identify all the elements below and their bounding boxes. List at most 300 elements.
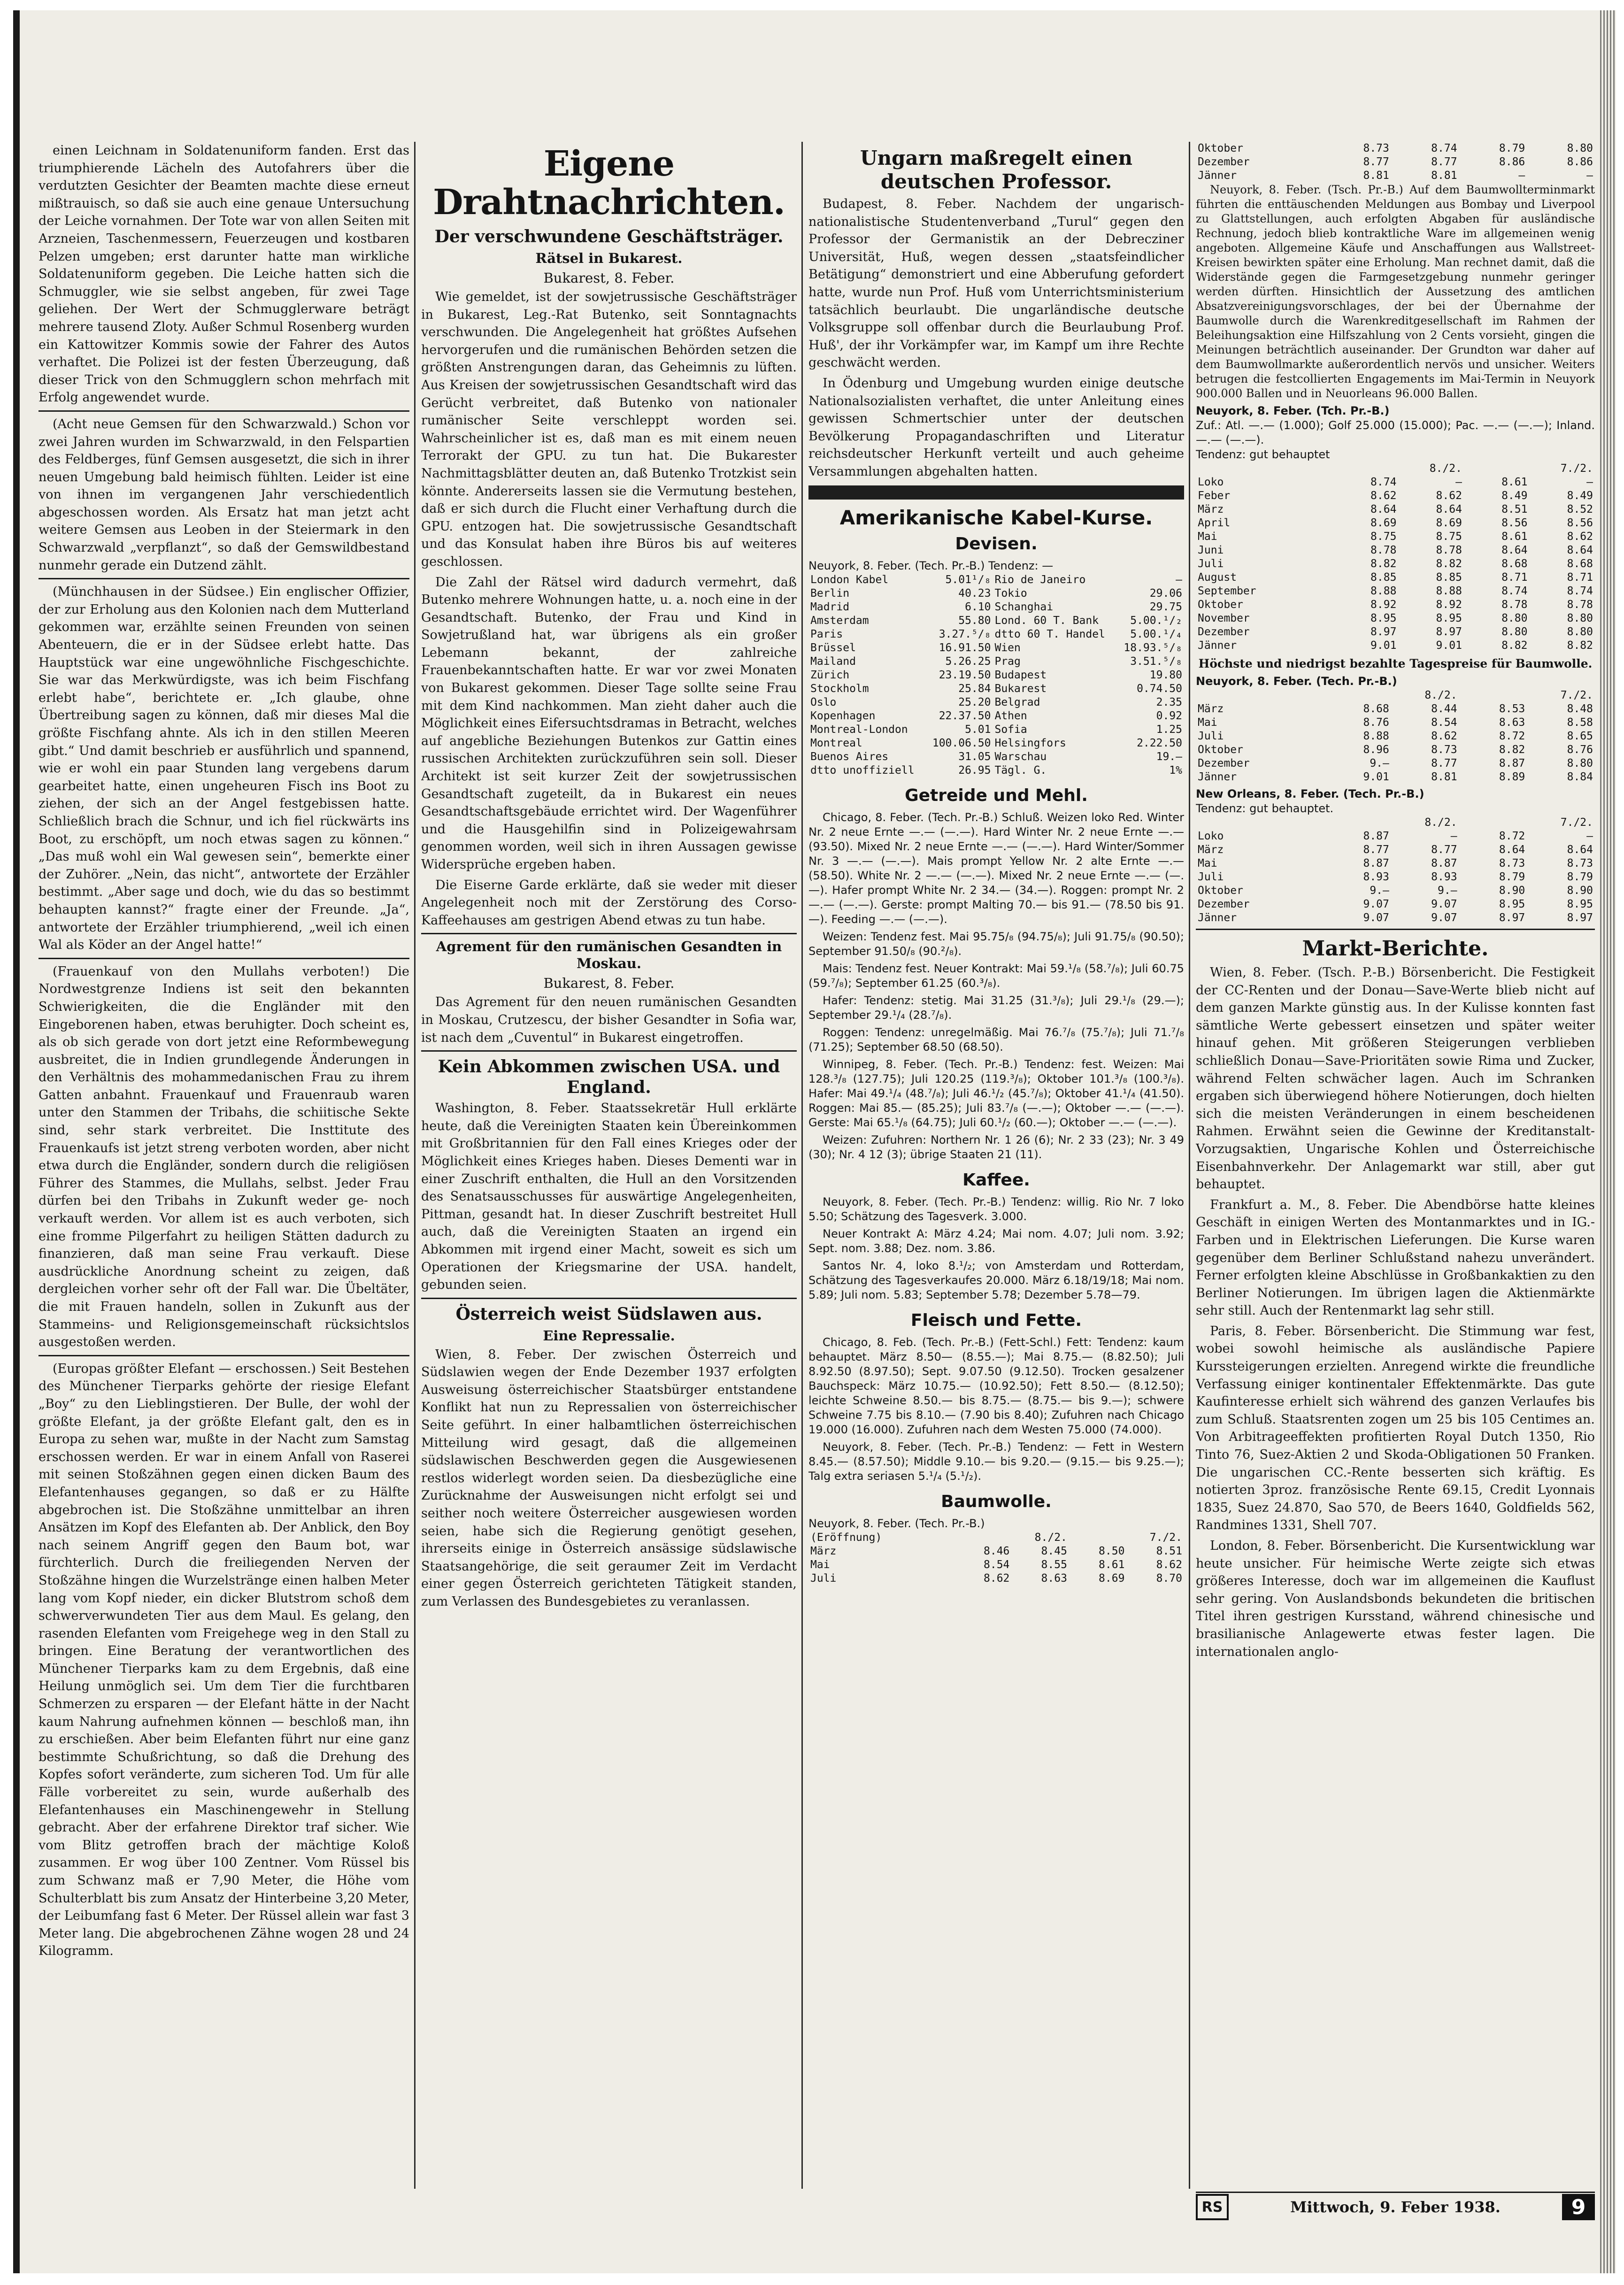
price-cell: 8.65 — [1567, 730, 1593, 742]
price-cell: 8.81 — [1363, 169, 1389, 182]
devisen-row — [808, 600, 1184, 614]
price-cell: 8.64 — [1499, 844, 1525, 856]
price-cell: 31.05 — [958, 750, 991, 763]
price-cell: 8.92 — [1436, 599, 1462, 611]
row-label: Jänner — [1198, 169, 1237, 182]
cotton-row — [1196, 516, 1595, 530]
page-footer — [1196, 2192, 1595, 2221]
baumwolle-header: Neuyork, 8. Feber. (Tech. Pr.-B.) — [808, 1516, 985, 1530]
article-paragraph: In Ödenburg und Umgebung wurden einige deutsche Nationalsozialisten verhaftet, die unter Anleitung eines gewissen Schmertschier unter der deutschen Bevölkerung Propagandaschriften und Literatur reichsdeutscher Herkunft verteilt und auch geheime Versammlungen abgehalten hatten. — [808, 376, 1184, 479]
price-cell: Belgrad — [994, 696, 1040, 708]
price-cell: 8.95 — [1370, 612, 1397, 624]
price-cell: 8.82 — [1499, 744, 1525, 756]
price-cell: 8.48 — [1567, 703, 1593, 715]
price-cell: 8.87 — [1363, 830, 1389, 842]
market-paragraph: Chicago, 8. Feber. (Tech. Pr.-B.) Schluß. Weizen loko Red. Winter Nr. 2 neue Ernte —.— (—.—). Hard Winter Nr. 2 neue Ernte —.— (93.50). Mixed Nr. 2 neue Ernte —.— (—.—). Hard Winter/Sommer Nr. 3 —.— (—.—). Mais prompt Yellow Nr. 2 alte Ernte —.— (58.50). White Nr. 2 —.— (—.—). Mixed Nr. 2 neue Ernte —.— (—.—). Hafer prompt White Nr. 2 34.— (34.—). Roggen: prompt Nr. 2 —.— (—.—). Gerste: prompt Malting 70.— bis 91.— (78.50 bis 91.—). Feeding —.— (—.—). — [808, 810, 1184, 926]
price-cell: Tokio — [994, 587, 1027, 600]
price-cell: Schanghai — [994, 600, 1054, 613]
cotton-continuation-table — [1196, 142, 1595, 183]
page-edge-shadow — [1600, 10, 1616, 2273]
devisen-row — [808, 723, 1184, 737]
row-label: März — [1198, 844, 1224, 856]
date-header: 7./2. — [1560, 689, 1593, 701]
price-cell: 8.58 — [1567, 716, 1593, 729]
price-cell: 22.37.50 — [939, 709, 991, 722]
price-cell: Prag — [994, 655, 1021, 668]
price-cell: 9.— — [1370, 885, 1389, 897]
price-cell: 8.46 — [984, 1545, 1010, 1557]
price-cell: Warschau — [994, 750, 1047, 763]
price-cell: 8.73 — [1499, 857, 1525, 869]
row-label: Oslo — [810, 696, 837, 708]
article-subtitle: Rätsel in Bukarest. — [535, 250, 683, 266]
devisen-row — [808, 669, 1184, 682]
price-cell: 8.73 — [1431, 744, 1457, 756]
price-cell: 8.72 — [1499, 830, 1525, 842]
price-cell: 8.80 — [1567, 757, 1593, 769]
row-label: Jänner — [1198, 912, 1237, 924]
article-title: Ungarn maßregelt einen deutschen Professor. — [860, 146, 1132, 193]
price-cell: 8.95 — [1567, 898, 1593, 910]
market-paragraph: Hafer: Tendenz: stetig. Mai 31.25 (31.³/₈); Juli 29.¹/₈ (29.—); September 29.¹/₄ (28.⁷/₈). — [808, 993, 1184, 1022]
price-cell: — — [1176, 573, 1182, 586]
row-label: Berlin — [810, 587, 850, 600]
devisen-row — [808, 655, 1184, 669]
cotton-row — [1196, 625, 1595, 639]
cotton-row — [1196, 857, 1595, 870]
divider — [1196, 929, 1595, 930]
article-title: Der verschwundene Geschäftsträger. — [434, 227, 784, 246]
price-cell: 3.27.⁵/₈ — [939, 628, 991, 640]
article-paragraph: Frankfurt a. M., 8. Feber. Die Abendbörse hatte kleines Geschäft in einigen Werten des Montanmarktes und in IG.-Farben und in Elektrischen Lieferungen. Die Kurse waren gegenüber dem Berliner Schlußstand nahezu unverändert. Ferner erfolgten kleine Abschlüsse in Großbankaktien zu den Berliner Notierungen. Im übrigen lagen die Aktienmärkte sehr still. Auch der Rentenmarkt lag sehr still. — [1196, 1197, 1595, 1318]
row-label: Loko — [1198, 476, 1224, 488]
price-cell: 8.76 — [1567, 744, 1593, 756]
article-dateline: Bukarest, 8. Feber. — [543, 975, 675, 992]
market-paragraph: Weizen: Zufuhren: Northern Nr. 1 26 (6); Nr. 2 33 (23); Nr. 3 49 (30); Nr. 4 12 (3); übrige Staaten 21 (11). — [808, 1133, 1184, 1161]
price-cell: — — [1450, 830, 1457, 842]
price-cell: 8.96 — [1363, 744, 1389, 756]
price-cell: 8.56 — [1501, 517, 1528, 529]
price-cell: 8.82 — [1370, 558, 1397, 570]
article-paragraph: (Frauenkauf von den Mullahs verboten!) Die Nordwestgrenze Indiens ist seit den bekannten Schwierigkeiten, die die Engländer mit den Eingeborenen haben, etwas beruhigter. Doch scheint es, als ob sich gerade von dort jetzt eine Reformbewegung ausbreitet, die in Indien grundlegende Änderungen in den Verhältnis des mohammedanischen Frau zu ihrem Gatten anbahnt. Frauenkauf und Frauenraub waren unter den Stammen der Tribahs, die schiitische Sekte sind, sehr stark verbreitet. Die Insttitute des Frauenkaufs ist jetzt streng verboten worden, aber nicht etwa durch die Engländer, sondern durch die religiösen Führer des Stammes, die Mullahs, selbst. Jeder Frau dürfen bei den Tribahs in Zukunft weder ge- noch verkauft werden. Vor allem ist es auch verboten, sich eine fromme Pilgerfahrt zu heiligen Stätten dadurch zu finanzieren, daß man seine Frau verkauft. Diese ausdrückliche Anordnung scheint zu zeigen, daß dergleichen vorher sehr oft der Fall war. Die Übeltäter, die mit Frauen handeln, sollen in Zukunft aus der Stammeins- und Religionsgemeinschaft rücksichtslos ausgestoßen werden. — [38, 964, 409, 1350]
article-title: Österreich weist Südslawen aus. — [455, 1304, 762, 1324]
price-cell: 8.97 — [1499, 912, 1525, 924]
neworleans-header: New Orleans, 8. Feber. (Tech. Pr.-B.) — [1196, 787, 1424, 800]
ny-header: Neuyork, 8. Feber. (Tch. Pr.-B.) — [1196, 404, 1390, 417]
cotton-row — [1196, 585, 1595, 598]
row-label: Madrid — [810, 600, 850, 613]
price-cell: 8.87 — [1431, 857, 1457, 869]
row-label: März — [1198, 503, 1224, 515]
price-cell: 8.64 — [1567, 544, 1593, 556]
date-header: 8./2. — [1424, 689, 1457, 701]
row-label: Oktober — [1198, 599, 1243, 611]
price-cell: 8.82 — [1501, 639, 1528, 652]
row-label: Amsterdam — [810, 614, 869, 627]
baumwolle-title: Baumwolle. — [941, 1492, 1052, 1511]
price-cell: 8.74 — [1431, 142, 1457, 154]
kaffee-block — [808, 1195, 1184, 1302]
devisen-row — [808, 737, 1184, 750]
price-cell: 8.81 — [1431, 771, 1457, 783]
devisen-row — [808, 682, 1184, 696]
row-label: Dezember — [1198, 898, 1250, 910]
article-paragraph: Das Agrement für den neuen rumänischen Gesandten in Moskau, Crutzescu, der bisher Gesandter in Sofia war, ist nach dem „Cuventul“ in Bukarest eingetroffen. — [421, 995, 797, 1045]
divider — [421, 1298, 797, 1299]
publisher-logo: RS — [1196, 2194, 1229, 2220]
price-cell: 8.97 — [1567, 912, 1593, 924]
article-paragraph: London, 8. Feber. Börsenbericht. Die Kursentwicklung war heute unsicher. Für heimische Werte zeigte sich etwas größeres Interesse, doch war im allgemeinen die Kauflust sehr gering. Von Auslandsbonds bekundeten die britischen Titel ihren gestrigen Kursstand, während chinesische und brasilianische Anlagewerte etwas fester lagen. Die internationalen anglo- — [1196, 1539, 1595, 1659]
price-cell: 8.76 — [1363, 716, 1389, 729]
section-banner: Eigene Drahtnachrichten. — [433, 144, 785, 223]
price-cell: 25.84 — [958, 682, 991, 695]
price-cell: 9.07 — [1363, 898, 1389, 910]
column-rule — [1189, 142, 1190, 2189]
column-2 — [421, 142, 797, 2189]
price-cell: 23.19.50 — [939, 669, 991, 681]
price-cell: 8.53 — [1499, 703, 1525, 715]
price-cell: 8.61 — [1501, 476, 1528, 488]
row-label: Buenos Aires — [810, 750, 889, 763]
price-cell: Lond. 60 T. Bank — [994, 614, 1099, 627]
row-label: Paris — [810, 628, 843, 640]
cotton-row — [1196, 716, 1595, 730]
price-cell: 8.62 — [1436, 490, 1462, 502]
price-cell: 8.72 — [1499, 730, 1525, 742]
article-dateline: Bukarest, 8. Feber. — [543, 270, 675, 286]
divider — [38, 958, 409, 959]
highlow-title: Höchste und niedrigst bezahlte Tagespreise für Baumwolle. — [1198, 657, 1593, 670]
market-paragraph: Chicago, 8. Feb. (Tech. Pr.-B.) (Fett-Schl.) Fett: Tendenz: kaum behauptet. März 8.50— (8.55.—); Mai 8.75.— (8.82.50); Juli 8.92.50 (8.97.50); Sept. 9.07.50 (9.12.50). Trocken gesalzener Bauchspeck: März 10.75.— (10.92.50); Fett 8.50.— (8.12.50); leichte Schweine 8.50.— bis 8.75.— (8.75.— bis 9.—); schwere Schweine 7.75 bis 8.10.— (7.90 bis 8.40); Zufuhren nach Chicago 19.000 (16.000). Zufuhren nach dem Westen 75.000 (74.000). — [808, 1335, 1184, 1436]
price-cell: 6.10 — [965, 600, 991, 613]
row-label: Brüssel — [810, 641, 856, 654]
price-cell: 8.51 — [1501, 503, 1528, 515]
devisen-row — [808, 641, 1184, 655]
price-cell: 8.86 — [1499, 156, 1525, 168]
highlow-header: Neuyork, 8. Feber. (Tech. Pr.-B.) — [1196, 675, 1397, 688]
price-cell: Wien — [994, 641, 1021, 654]
price-cell: 8.90 — [1499, 885, 1525, 897]
price-cell: 5.00.¹/₂ — [1130, 614, 1182, 627]
cotton-row — [1196, 639, 1595, 653]
ny-arrivals: Zuf.: Atl. —.— (1.000); Golf 25.000 (15.000); Pac. —.— (—.—); Inland. —.— (—.—). — [1196, 419, 1595, 446]
price-cell: 8.81 — [1431, 169, 1457, 182]
article-paragraph: Paris, 8. Feber. Börsenbericht. Die Stimmung war fest, wobei sowohl heimische als ausländische Papiere Kurssteigerungen erzielten. Anregend wirkte die freundliche Verfassung einiger kontinentaler Effektenmärkte. Das gute Kaufinteresse erhielt sich während des ganzen Verlaufes bis zum Schluß. Staatsrenten zogen um 25 bis 105 Centimes an. Von Arbitrageeffekten profitierten Royal Dutch 1350, Rio Tinto 76, Suez-Aktien 2 und Skoda-Obligationen 50 Franken. Die ungarischen CC.-Rente besserten sich kräftig. Es notierten 3proz. französische Rente 69.15, Credit Lyonnais 1835, Suez 24.870, Sao 570, de Beers 1640, Goldfields 562, Randmines 1331, Shell 707. — [1196, 1323, 1595, 1533]
cotton-row — [1196, 743, 1595, 757]
price-cell: 9.07 — [1363, 912, 1389, 924]
devisen-header: Neuyork, 8. Feber. (Tech. Pr.-B.) Tendenz: — — [808, 559, 1054, 572]
price-cell: 29.75 — [1149, 600, 1182, 613]
article-paragraph: (Acht neue Gemsen für den Schwarzwald.) Schon vor zwei Jahren wurden im Schwarzwald, in den Felspartien des Feldberges, fünf Gemsen ausgesetzt, die sich in ihrer neuen Umgebung bald heimisch fühlten. Leider ist eine von ihnen im vergangenen Jahr verschiedentlich abgeschossen worden. Als Ersatz hat man jetzt acht weitere Gemsen aus Leoben in der Steiermark in den Schwarzwald „verpflanzt“, so daß der Gemswildbestand nunmehr gerade ein Dutzend zählt. — [38, 416, 409, 573]
devisen-row — [808, 696, 1184, 709]
price-cell: 5.01¹/₈ — [945, 573, 991, 586]
opening-label: (Eröffnung) — [810, 1531, 882, 1544]
cotton-row — [1196, 730, 1595, 743]
row-label: Mai — [1198, 531, 1217, 543]
price-cell: 8.74 — [1370, 476, 1397, 488]
cotton-row — [1196, 757, 1595, 770]
devisen-table — [808, 573, 1184, 777]
price-cell: 8.87 — [1499, 757, 1525, 769]
divider — [38, 410, 409, 412]
cotton-row — [1196, 911, 1595, 925]
price-cell: 8.71 — [1567, 571, 1593, 584]
price-cell: 8.85 — [1436, 571, 1462, 584]
market-paragraph: Weizen: Tendenz fest. Mai 95.75/₈ (94.75/₈); Juli 91.75/₈ (90.50); September 91.50/₈ (90.²/₈). — [808, 930, 1184, 958]
row-label: Juli — [1198, 871, 1224, 883]
price-cell: 8.54 — [984, 1558, 1010, 1571]
row-label: Jänner — [1198, 639, 1237, 652]
price-cell: 8.71 — [1501, 571, 1528, 584]
price-cell: 2.35 — [1156, 696, 1182, 708]
price-cell: 8.64 — [1567, 844, 1593, 856]
price-cell: 2.22.50 — [1137, 737, 1182, 749]
price-cell: 19.80 — [1149, 669, 1182, 681]
price-cell: 0.74.50 — [1137, 682, 1182, 695]
price-cell: 8.84 — [1567, 771, 1593, 783]
price-cell: 8.93 — [1363, 871, 1389, 883]
newspaper-page — [13, 10, 1616, 2273]
devisen-row — [808, 764, 1184, 777]
row-label: Juli — [1198, 730, 1224, 742]
price-cell: Tägl. G. — [994, 764, 1047, 777]
price-cell: 8.75 — [1370, 531, 1397, 543]
price-cell: 8.63 — [1499, 716, 1525, 729]
cotton-row — [1196, 571, 1595, 585]
price-cell: 8.75 — [1436, 531, 1462, 543]
price-cell: 8.78 — [1501, 599, 1528, 611]
fleisch-title: Fleisch und Fette. — [910, 1310, 1082, 1330]
market-paragraph: Neuyork, 8. Feber. (Tech. Pr.-B.) Tendenz: willig. Rio Nr. 7 loko 5.50; Schätzung des Tagesverk. 3.000. — [808, 1195, 1184, 1223]
price-cell: 8.88 — [1370, 585, 1397, 597]
price-cell: 1.25 — [1156, 723, 1182, 736]
price-cell: 8.69 — [1370, 517, 1397, 529]
row-label: September — [1198, 585, 1256, 597]
article-paragraph: Wien, 8. Feber. Der zwischen Österreich und Südslawien wegen der Ende Dezember 1937 erfolgten Ausweisung österreichischer Staatsbürger entstandene Konflikt hat nun zu Repressalien von österreichischer Seite geführt. In einer halbamtlichen österreichischen Mitteilung wird gesagt, daß die allgemeinen südslawischen Beschwerden gegen die Ausgewiesenen restlos widerlegt worden seien. Da diesbezügliche eine Zurücknahme der Ausweisungen nicht erfolgt sei und seither noch weitere Österreicher ausgewiesen worden seien, habe sich die Regierung genötigt gesehen, ihrerseits einige in Österreich ansässige südslawische Staatsangehörige, die seit geraumer Zeit im Verdacht einer gegen Österreich gerichteten Tätigkeit standen, zum Verlassen des Bundesgebietes zu veranlassen. — [421, 1347, 797, 1609]
price-cell: 8.64 — [1501, 544, 1528, 556]
article-paragraph: Die Zahl der Rätsel wird dadurch vermehrt, daß Butenko mehrere Wohnungen hatte, u. a. noch eine in der Gesandtschaft. Butenko, der Frau und Kind in Sowjetrußland hat, war übrigens als ein großer Lebemann bekannt, der zahlreiche Frauenbekanntschaften hatte. Er war vor zwei Monaten von Bukarest gekommen. Dieser Tage sollte seine Frau mit dem Kind nachkommen. Man zieht daher auch die Möglichkeit eines Eifersuchtsdramas in Betracht, welches auf angebliche Beziehungen Butenkos zur Gattin eines russischen Architekten zurückzuführen sein soll. Dieser Architekt ist seit kurzer Zeit der sowjetrussischen Gesandtschaft zugeteilt, da in Bukarest ein neues Gesandtschaftsgebäude errichtet wird. Der Wagenführer und die Hausgehilfin sind in Polizeigewahrsam genommen worden, weil sich in ihren Aussagen gewisse Widersprüche ergeben haben. — [421, 575, 797, 872]
price-cell: 8.77 — [1431, 757, 1457, 769]
price-cell: 8.85 — [1370, 571, 1397, 584]
price-cell: 9.01 — [1370, 639, 1397, 652]
row-label: Mailand — [810, 655, 856, 668]
cotton-row — [1196, 870, 1595, 884]
price-cell: 8.89 — [1499, 771, 1525, 783]
cotton-row — [1196, 155, 1595, 169]
price-cell: 8.50 — [1099, 1545, 1125, 1557]
row-label: Montreal — [810, 737, 862, 749]
row-label: Juni — [1198, 544, 1224, 556]
price-cell: 8.88 — [1436, 585, 1462, 597]
price-cell: 8.86 — [1567, 156, 1593, 168]
price-cell: 8.80 — [1501, 612, 1528, 624]
market-paragraph: Santos Nr. 4, loko 8.¹/₂; von Amsterdam und Rotterdam, Schätzung des Tagesverkaufes 20.000. März 6.18/19/18; Mai nom. 5.89; Juli nom. 5.83; September 5.78; Dezember 5.78—79. — [808, 1259, 1184, 1301]
market-paragraph: Neuer Kontrakt A: März 4.24; Mai nom. 4.07; Juli nom. 3.92; Sept. nom. 3.88; Dez. nom. 3.86. — [808, 1227, 1184, 1255]
price-cell: 8.74 — [1501, 585, 1528, 597]
fleisch-block — [808, 1335, 1184, 1484]
price-cell: 8.93 — [1431, 871, 1457, 883]
price-cell: 5.01 — [965, 723, 991, 736]
cotton-row — [1196, 612, 1595, 625]
price-cell: 16.91.50 — [939, 641, 991, 654]
column-1 — [38, 142, 409, 2189]
price-cell: 8.97 — [1436, 626, 1462, 638]
price-cell: 8.51 — [1156, 1545, 1182, 1557]
price-cell: 8.78 — [1370, 544, 1397, 556]
cotton-row — [1196, 884, 1595, 898]
price-cell: 8.62 — [1370, 490, 1397, 502]
cotton-row — [1196, 503, 1595, 516]
price-cell: dtto 60 T. Handel — [994, 628, 1105, 640]
row-label: Jänner — [1198, 771, 1237, 783]
cotton-row — [1196, 843, 1595, 857]
price-cell: 8.73 — [1363, 142, 1389, 154]
price-cell: 8.80 — [1567, 612, 1593, 624]
price-cell: 8.80 — [1567, 142, 1593, 154]
column-3 — [808, 142, 1184, 2189]
column-rule — [801, 142, 803, 2189]
cotton-row — [808, 1545, 1184, 1558]
price-cell: Budapest — [994, 669, 1047, 681]
price-cell: — — [1518, 169, 1525, 182]
price-cell: 8.79 — [1499, 871, 1525, 883]
price-cell: 5.26.25 — [945, 655, 991, 668]
row-label: Dezember — [1198, 156, 1250, 168]
cotton-row — [1196, 702, 1595, 716]
column-rule — [414, 142, 416, 2189]
date-header: 7./2. — [1560, 462, 1593, 475]
market-paragraph: Winnipeg, 8. Feber. (Tech. Pr.-B.) Tendenz: fest. Weizen: Mai 128.³/₈ (127.75); Juli 120.25 (119.³/₈); Oktober 101.³/₈ (100.³/₈). Hafer: Mai 49.¹/₄ (48.⁷/₈); Juli 46.¹/₂ (45.⁷/₈); Oktober 41.¹/₄ (41.50). Roggen: Mai 85.— (85.25); Juli 83.⁷/₈ (—.—); Oktober —.— (—.—). Gerste: Mai 65.¹/₈ (64.75); Juli 60.¹/₂ (60.—); Oktober —.— (—.—). — [808, 1057, 1184, 1129]
price-cell: 5.00.¹/₄ — [1130, 628, 1182, 640]
divider — [38, 578, 409, 579]
divider — [421, 933, 797, 934]
section-bar — [808, 485, 1184, 500]
issue-date: Mittwoch, 9. Feber 1938. — [1290, 2198, 1501, 2216]
price-cell: 8.64 — [1436, 503, 1462, 515]
price-cell: 8.82 — [1436, 558, 1462, 570]
market-paragraph: Roggen: Tendenz: unregelmäßig. Mai 76.⁷/₈ (75.⁷/₈); Juli 71.⁷/₈ (71.25); September 68.50 (68.50). — [808, 1025, 1184, 1054]
date-header: 7./2. — [1560, 816, 1593, 829]
price-cell: 8.68 — [1363, 703, 1389, 715]
price-cell: 8.69 — [1436, 517, 1462, 529]
price-cell: 40.23 — [958, 587, 991, 600]
price-cell: 8.52 — [1567, 503, 1593, 515]
price-cell: 8.62 — [1431, 730, 1457, 742]
row-label: Feber — [1198, 490, 1231, 502]
cotton-row — [1196, 830, 1595, 843]
row-label: Montreal-London — [810, 723, 908, 736]
cotton-row — [1196, 898, 1595, 911]
cotton-row — [1196, 476, 1595, 489]
divider — [38, 1355, 409, 1356]
date-header: 8./2. — [1034, 1531, 1067, 1544]
price-cell: 9.01 — [1363, 771, 1389, 783]
price-cell: Sofia — [994, 723, 1027, 736]
price-cell: 8.62 — [1156, 1558, 1182, 1571]
price-cell: 8.45 — [1041, 1545, 1067, 1557]
cotton-row — [1196, 142, 1595, 155]
price-cell: 29.06 — [1149, 587, 1182, 600]
price-cell: 8.92 — [1370, 599, 1397, 611]
devisen-row — [808, 750, 1184, 764]
row-label: Stockholm — [810, 682, 869, 695]
price-cell: 8.82 — [1567, 639, 1593, 652]
price-cell: 8.44 — [1431, 703, 1457, 715]
devisen-row — [808, 587, 1184, 600]
article-paragraph: Budapest, 8. Feber. Nachdem der ungarisch-nationalistische Studentenverband „Turul“ gegen den Professor der Germanistik an der Debrecziner Universität, Huß, wegen dessen „staatsfeindlicher Betätigung“ demonstriert und eine Abberufung gefordert hatte, wurde nun Prof. Huß vom Unterrichtsministerium tatsächlich beurlaubt. Die ungarländische deutsche Volksgruppe soll offenbar durch die Beurlaubung Prof. Huß', der ihr Vorkämpfer war, im Kampf um ihre Rechte geschwächt werden. — [808, 197, 1184, 370]
price-cell: 8.56 — [1567, 517, 1593, 529]
price-cell: 8.79 — [1499, 142, 1525, 154]
row-label: April — [1198, 517, 1231, 529]
price-cell: 25.20 — [958, 696, 991, 708]
cotton-row — [1196, 489, 1595, 503]
devisen-title: Devisen. — [955, 534, 1038, 554]
devisen-row — [808, 628, 1184, 641]
cotton-row — [1196, 770, 1595, 784]
price-cell: 9.07 — [1431, 898, 1457, 910]
row-label: August — [1198, 571, 1237, 584]
price-cell: 8.69 — [1099, 1572, 1125, 1585]
row-label: Mai — [1198, 857, 1217, 869]
price-cell: 8.95 — [1499, 898, 1525, 910]
markt-title: Markt-Berichte. — [1302, 937, 1489, 961]
kaffee-title: Kaffee. — [962, 1170, 1030, 1190]
getreide-block — [808, 810, 1184, 1162]
price-cell: 55.80 — [958, 614, 991, 627]
price-cell: 8.77 — [1431, 156, 1457, 168]
article-title: Kein Abkommen zwischen USA. und England. — [438, 1057, 780, 1098]
price-cell: 8.70 — [1156, 1572, 1182, 1585]
row-label: Oktober — [1198, 142, 1243, 154]
price-cell: 9.— — [1370, 757, 1389, 769]
cotton-row — [1196, 598, 1595, 612]
row-label: November — [1198, 612, 1250, 624]
cotton-row — [808, 1572, 1184, 1585]
price-cell: 8.68 — [1567, 558, 1593, 570]
row-label: Zürich — [810, 669, 850, 681]
price-cell: 8.90 — [1567, 885, 1593, 897]
article-paragraph: Wien, 8. Feber. (Tsch. P.-B.) Börsenbericht. Die Festigkeit der CC-Renten und der Donau—Save-Werte blieb nicht auf dem ganzen Markte günstig aus. In der Kulisse konnten fast sämtliche Werte gebessert einsetzen und später weiter hinauf gehen. Mit größeren Steigerungen verblieben schließlich Donau—Save-Prioritäten sowie Rima und Zucker, während Felten schwächer lagen. Auch im Schranken ergaben sich überwiegend höhere Notierungen, doch hielten sich die meisten Veränderungen in einem bescheidenen Rahmen. Erwähnt seien die Gewinne der Kreditanstalt-Vorzugsaktien, Ungarische Kohlen und Österreichische Eisenbahnverkehr. Der Anlagemarkt war still, aber gut behauptet. — [1196, 965, 1595, 1192]
price-cell: 8.80 — [1501, 626, 1528, 638]
row-label: Oktober — [1198, 885, 1243, 897]
price-cell: 8.73 — [1567, 857, 1593, 869]
row-label: Oktober — [1198, 744, 1243, 756]
baumwolle-table — [808, 1531, 1184, 1585]
price-cell: 8.80 — [1567, 626, 1593, 638]
article-paragraph: (Europas größter Elefant — erschossen.) Seit Bestehen des Münchener Tierparks gehörte der riesige Elefant „Boy“ zu den Lieblingstieren. Der Bulle, der wohl der größte Elefant, ja der größte Elefant galt, den es in Europa zu sehen war, mußte in der Nacht zum Samstag erschossen werden. Er war in einem Anfall von Raserei mit seinen Stoßzähnen gegen einen dicken Baum des Elefantenhauses gegangen, so daß er zu Hälfte abgebrochen ist. Die Stoßzähne unmittelbar an ihren Ansätzen im Kopf des Elefanten ab. Der Anblick, den Boy nach seinem Angriff gegen den Baum bot, war fürchterlich. Durch die freiliegenden Nerven der Stoßzähne hingen die Wurzelstränge einen halben Meter lang vom Kopf nieder, ein dicker Blutstrom schoß dem schwerverwundeten Tier aus dem Maul. Es gelang, den rasenden Elefanten vom Freigehege weg in den Stall zu bringen. Eine Beratung der verantwortlichen des Münchener Tierparks kam zu dem Ergebnis, daß eine Heilung unmöglich sei. Um dem Tier die furchtbaren Schmerzen zu ersparen — der Elefant hätte in der Nacht kaum Nahrung aufnehmen können — beschloß man, ihn zu erschießen. Aber beim Elefanten führt nur eine ganz bestimmte Schußrichtung, so daß die Drehung des Kopfes sofort veränderte, zum sicheren Tod. Um für alle Fälle vorbereitet zu sein, wurde außerhalb des Elefantenhauses ein Maschinengewehr in Stellung gebracht. Aber der erfahrene Direktor traf sicher. Wie vom Blitz getroffen brach der mächtige Koloß zusammen. Er wog über 100 Zentner. Vom Rüssel bis zum Schwanz maß er 7,90 Meter, die Höhe vom Schulterblatt bis zum Ansatz der Hinterbeine 3,20 Meter, der Leibumfang fast 6 Meter. Der Rüssel allein war fast 3 Meter lang. Die abgebrochenen Zähne wogen 28 und 24 Kilogramm. — [38, 1361, 409, 1959]
price-cell: 8.77 — [1363, 844, 1389, 856]
divider — [421, 1050, 797, 1052]
devisen-row — [808, 573, 1184, 587]
price-cell: 26.95 — [958, 764, 991, 777]
price-cell: 8.77 — [1431, 844, 1457, 856]
price-cell: 8.55 — [1041, 1558, 1067, 1571]
cables-title: Amerikanische Kabel-Kurse. — [839, 506, 1153, 529]
ny-tendency: Tendenz: gut behauptet — [1196, 448, 1330, 461]
neworleans-table — [1196, 816, 1595, 925]
row-label: Mai — [810, 1558, 830, 1571]
date-header: 7./2. — [1149, 1531, 1182, 1544]
price-cell: 8.88 — [1363, 730, 1389, 742]
row-label: Loko — [1198, 830, 1224, 842]
highlow-table — [1196, 689, 1595, 784]
price-cell: Athen — [994, 709, 1027, 722]
price-cell: — — [1586, 476, 1593, 488]
cotton-row — [1196, 557, 1595, 571]
getreide-title: Getreide und Mehl. — [905, 785, 1088, 805]
price-cell: 3.51.⁵/₈ — [1130, 655, 1182, 668]
cotton-row — [1196, 169, 1595, 183]
